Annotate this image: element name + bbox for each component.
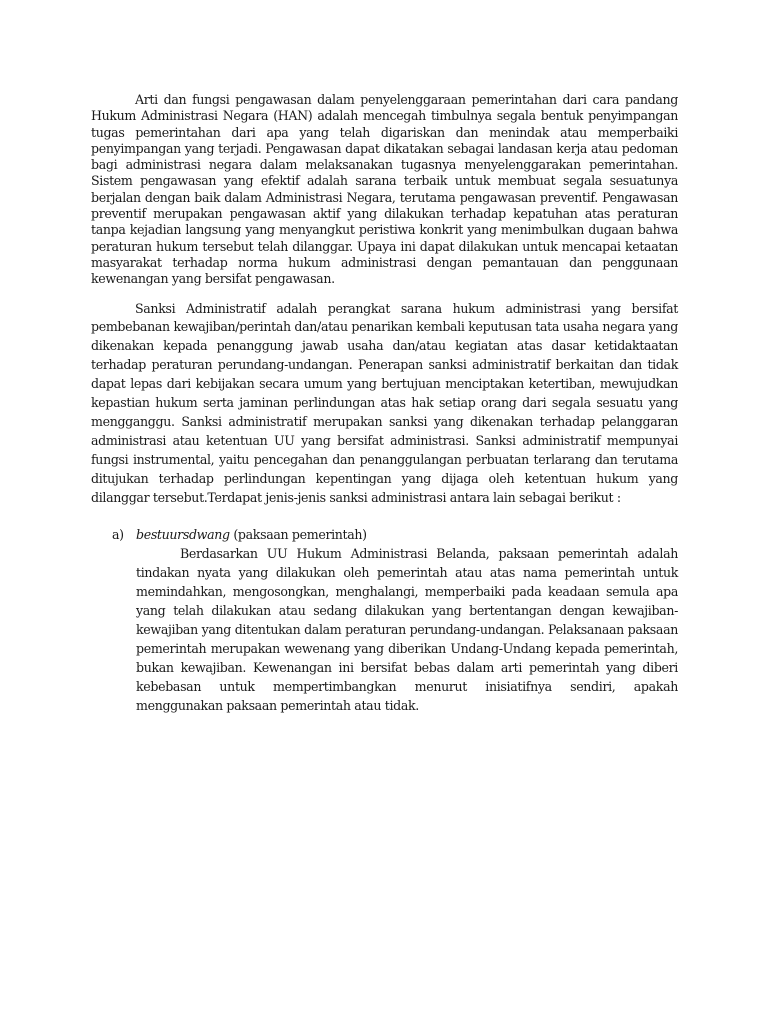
list-item bbox=[91, 526, 678, 716]
list-item-term: bestuursdwang bbox=[136, 526, 230, 542]
paragraph-sanksi-administratif: Sanksi Administratif adalah perangkat sarana hukum administrasi yang bersifat pembebanan kewajiban/perintah dan/atau penarikan kembali keputusan tata usaha negara yang dikenakan kepada penanggung jawab usaha dan/atau kegiatan atas dasar ketidaktaatan terhadap peraturan perundang-undangan. Penerapan sanksi administratif berkaitan dan tidak dapat lepas dari kebijakan secara umum yang bertujuan menciptakan ketertiban, mewujudkan kepastian hukum serta jaminan perlindungan atas hak setiap orang dari segala sesuatu yang mengganggu. Sanksi administratif merupakan sanksi yang dikenakan terhadap pelanggaran administrasi atau ketentuan UU yang bersifat administrasi. Sanksi administratif mempunyai fungsi instrumental, yaitu pencegahan dan penanggulangan perbuatan terlarang dan terutama ditujukan terhadap perlindungan kepentingan yang dijaga oleh ketentuan hukum yang dilanggar tersebut.Terdapat jenis-jenis sanksi administrasi antara lain sebagai berikut : bbox=[91, 300, 678, 505]
list-item-body: Berdasarkan UU Hukum Administrasi Belanda, paksaan pemerintah adalah tindakan nyata yang dilakukan oleh pemerintah atau atas nama pemerintah untuk memindahkan, mengosongkan, menghalangi, memperbaiki pada keadaan semula apa yang telah dilakukan atau sedang dilakukan yang bertentangan dengan kewajiban-kewajiban yang ditentukan dalam peraturan perundang-undangan. Pelaksanaan paksaan pemerintah merupakan wewenang yang diberikan Undang-Undang kepada pemerintah, bukan kewajiban. Kewenangan ini bersifat bebas dalam arti pemerintah yang diberi kebebasan untuk mempertimbangkan menurut inisiatifnya sendiri, apakah menggunakan paksaan pemerintah atau tidak. bbox=[136, 546, 678, 714]
document-page bbox=[91, 92, 678, 715]
sanction-type-list bbox=[91, 526, 678, 716]
list-item-term-note: (paksaan pemerintah) bbox=[229, 526, 367, 542]
list-marker: a) bbox=[112, 526, 124, 542]
list-item-title bbox=[136, 526, 678, 545]
paragraph-pengawasan: Arti dan fungsi pengawasan dalam penyelenggaraan pemerintahan dari cara pandang Hukum Administrasi Negara (HAN) adalah mencegah timbulnya segala bentuk penyimpangan tugas pemerintahan dari apa yang telah digariskan dan menindak atau memperbaiki penyimpangan yang terjadi. Pengawasan dapat dikatakan sebagai landasan kerja atau pedoman bagi administrasi negara dalam melaksanakan tugasnya menyelenggarakan pemerintahan. Sistem pengawasan yang efektif adalah sarana terbaik untuk membuat segala sesuatunya berjalan dengan baik dalam Administrasi Negara, terutama pengawasan preventif. Pengawasan preventif merupakan pengawasan aktif yang dilakukan terhadap kepatuhan atas peraturan tanpa kejadian langsung yang menyangkut peristiwa konkrit yang menimbulkan dugaan bahwa peraturan hukum tersebut telah dilanggar. Upaya ini dapat dilakukan untuk mencapai ketaatan masyarakat terhadap norma hukum administrasi dengan pemantauan dan penggunaan kewenangan yang bersifat pengawasan. bbox=[91, 92, 678, 287]
